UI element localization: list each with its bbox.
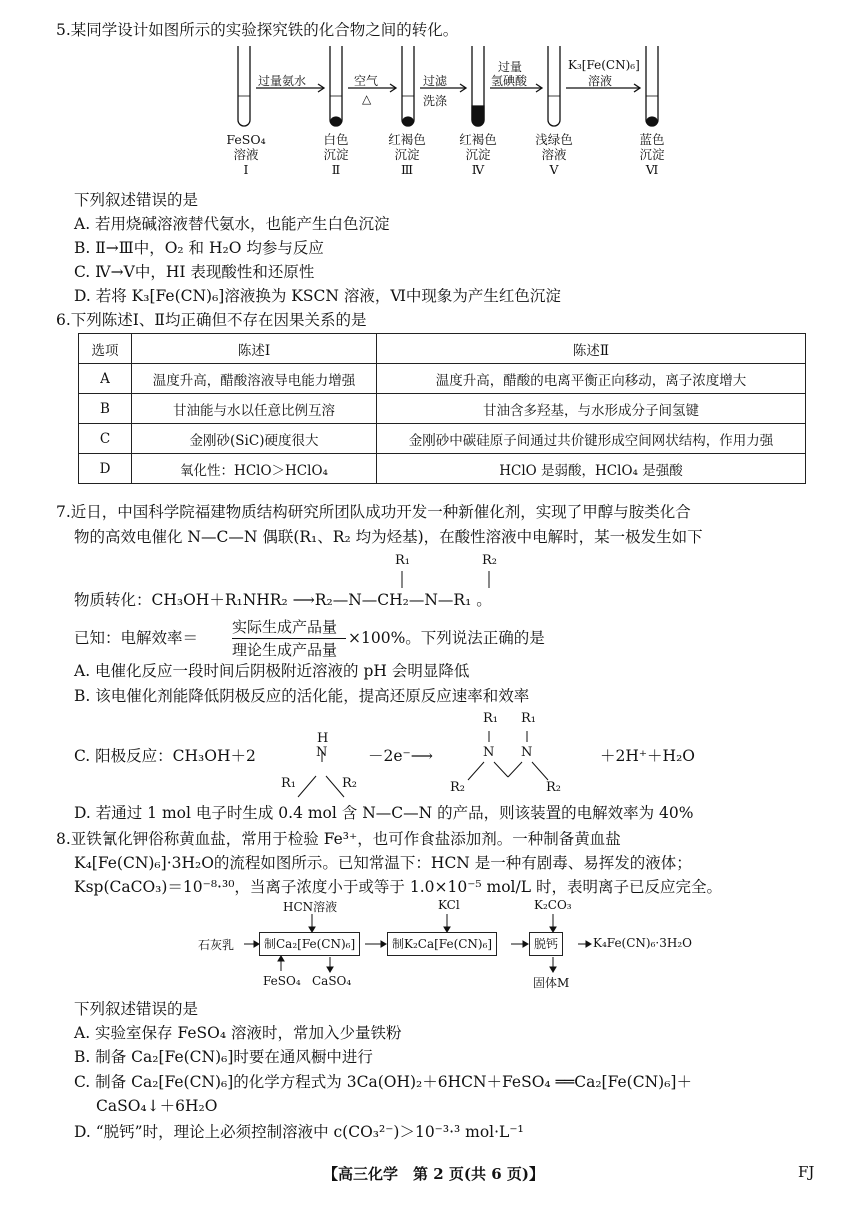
q5-option-d: D. 若将 K₃[Fe(CN)₆]溶液换为 KSCN 溶液，Ⅵ中现象为产生红色沉淀 bbox=[74, 287, 561, 305]
c-amine-n: N bbox=[316, 745, 328, 760]
c-product-n-right: N bbox=[521, 745, 533, 760]
product-r1-substituent: R₁ bbox=[395, 553, 410, 568]
arrow2-label-top: 空气 bbox=[354, 74, 379, 88]
q7-line-1: 7.近日，中国科学院福建物质结构研究所团队成功开发一种新催化剂，实现了甲醇与胺类化合 bbox=[56, 503, 691, 521]
q8-option-b: B. 制备 Ca₂[Fe(CN)₆]时要在通风橱中进行 bbox=[74, 1048, 373, 1066]
arrow3-label-top: 过滤 bbox=[423, 74, 448, 88]
table-row: B 甘油能与水以任意比例互溶 甘油含多羟基，与水形成分子间氢键 bbox=[79, 394, 806, 424]
tube6-label: 蓝色 沉淀 Ⅵ bbox=[639, 132, 665, 177]
q8-line-2: K₄[Fe(CN)₆]·3H₂O的流程如图所示。已知常温下：HCN 是一种有剧毒、易挥发的液体； bbox=[74, 854, 692, 872]
tube3-label: 红褐色 沉淀 Ⅲ bbox=[388, 132, 426, 177]
flow-input-k2co3: K₂CO₃ bbox=[534, 898, 572, 912]
tube4-label: 红褐色 沉淀 Ⅳ bbox=[459, 132, 497, 177]
q5-ask: 下列叙述错误的是 bbox=[74, 191, 199, 209]
arrow4-label-bottom: 氢碘酸 bbox=[491, 74, 528, 88]
q7-known-prefix: 已知：电解效率＝ bbox=[74, 629, 199, 647]
tube5-label: 浅绿色 溶液 Ⅴ bbox=[535, 132, 573, 177]
flow-end-product: K₄Fe(CN)₆·3H₂O bbox=[593, 936, 692, 950]
arrow1-label: 过量氨水 bbox=[258, 74, 307, 88]
header-statement-2: 陈述Ⅱ bbox=[377, 334, 806, 364]
header-option: 选项 bbox=[79, 334, 132, 364]
q8-ask: 下列叙述错误的是 bbox=[74, 1000, 199, 1018]
c-product-r1-right: R₁ bbox=[521, 711, 536, 726]
flow-input-kcl: KCl bbox=[438, 898, 460, 912]
c-product-r2-right: R₂ bbox=[546, 780, 561, 795]
efficiency-denominator: 理论生成产品量 bbox=[232, 641, 338, 659]
table-row: D 氧化性：HClO＞HClO₄ HClO 是弱酸，HClO₄ 是强酸 bbox=[79, 454, 806, 484]
q7-line-3: 物质转化：CH₃OH＋R₁NHR₂ ⟶R₂—N—CH₂—N—R₁ 。 bbox=[74, 591, 492, 609]
q7-line-2: 物的高效电催化 N—C—N 偶联(R₁、R₂ 均为烃基)，在酸性溶液中电解时，某一极发生如下 bbox=[74, 528, 703, 546]
q5-stem: 5.某同学设计如图所示的实验探究铁的化合物之间的转化。 bbox=[56, 21, 459, 39]
table-row: A 温度升高，醋酸溶液导电能力增强 温度升高，醋酸的电离平衡正向移动，离子浓度增大 bbox=[79, 364, 806, 394]
q8-option-a: A. 实验室保存 FeSO₄ 溶液时，常加入少量铁粉 bbox=[74, 1024, 402, 1042]
tube1-label: FeSO₄ 溶液 Ⅰ bbox=[226, 132, 266, 177]
efficiency-numerator: 实际生成产品量 bbox=[232, 618, 338, 636]
q5-option-b: B. Ⅱ→Ⅲ中，O₂ 和 H₂O 均参与反应 bbox=[74, 239, 324, 257]
c-amine-r1: R₁ bbox=[281, 776, 296, 791]
q8-line-1: 8.亚铁氰化钾俗称黄血盐，常用于检验 Fe³⁺，也可作食盐添加剂。一种制备黄血盐 bbox=[56, 830, 621, 848]
tube2-label: 白色 沉淀 Ⅱ bbox=[323, 132, 349, 177]
c-product-n-left: N bbox=[483, 745, 495, 760]
arrow3-label-bottom: 洗涤 bbox=[423, 94, 448, 108]
flow-box-1: 制Ca₂[Fe(CN)₆] bbox=[259, 932, 360, 956]
arrow5-label-top: K₃[Fe(CN)₆] bbox=[568, 58, 640, 72]
q5-option-a: A. 若用烧碱溶液替代氨水，也能产生白色沉淀 bbox=[74, 215, 390, 233]
arrow2-label-bottom: △ bbox=[362, 92, 372, 106]
q7-option-d: D. 若通过 1 mol 电子时生成 0.4 mol 含 N—C—N 的产品，则该装置的电解效率为 40% bbox=[74, 804, 694, 822]
c-product-r2-left: R₂ bbox=[450, 780, 465, 795]
arrow5-label-bottom: 溶液 bbox=[588, 74, 613, 88]
c-amine-h: H bbox=[317, 731, 329, 746]
footer-code: FJ bbox=[798, 1163, 815, 1181]
q7-option-b: B. 该电催化剂能降低阴极反应的活化能，提高还原反应速率和效率 bbox=[74, 687, 530, 705]
q5-option-c: C. Ⅳ→Ⅴ中，HI 表现酸性和还原性 bbox=[74, 263, 315, 281]
c-amine-r2: R₂ bbox=[342, 776, 357, 791]
q8-line-3: Ksp(CaCO₃)＝10⁻⁸·³⁰，当离子浓度小于或等于 1.0×10⁻⁵ mol/L 时，表明离子已反应完全。 bbox=[74, 878, 722, 896]
flow-feso4: FeSO₄ bbox=[263, 974, 301, 988]
q7-option-a: A. 电催化反应一段时间后阴极附近溶液的 pH 会明显降低 bbox=[74, 662, 470, 680]
product-r2-substituent: R₂ bbox=[482, 553, 497, 568]
q8-option-c-line-2: CaSO₄↓＋6H₂O bbox=[96, 1097, 218, 1115]
q7-option-c-middle: －2e⁻⟶ bbox=[368, 747, 433, 765]
arrow4-label-top: 过量 bbox=[498, 60, 523, 74]
header-statement-1: 陈述Ⅰ bbox=[132, 334, 377, 364]
flow-solid-m: 固体M bbox=[533, 976, 570, 990]
flow-caso4: CaSO₄ bbox=[312, 974, 352, 988]
c-product-r1-left: R₁ bbox=[483, 711, 498, 726]
flow-box-3: 脱钙 bbox=[529, 932, 563, 956]
q8-option-d: D. “脱钙”时，理论上必须控制溶液中 c(CO₃²⁻)＞10⁻³·³ mol·L⁻¹ bbox=[74, 1123, 524, 1141]
table-row: C 金刚砂(SiC)硬度很大 金刚砂中碳硅原子间通过共价键形成空间网状结构，作用力强 bbox=[79, 424, 806, 454]
page-footer: 【高三化学 第 2 页(共 6 页)】 bbox=[323, 1165, 544, 1183]
q7-option-c-prefix: C. 阳极反应：CH₃OH＋2 bbox=[74, 747, 256, 765]
flow-input-hcn: HCN溶液 bbox=[283, 900, 338, 914]
flow-start: 石灰乳 bbox=[198, 938, 235, 952]
q8-option-c-line-1: C. 制备 Ca₂[Fe(CN)₆]的化学方程式为 3Ca(OH)₂＋6HCN＋FeSO₄ ══Ca₂[Fe(CN)₆]＋ bbox=[74, 1073, 692, 1091]
q7-known-suffix: ×100%。下列说法正确的是 bbox=[348, 629, 545, 647]
flow-box-2: 制K₂Ca[Fe(CN)₆] bbox=[387, 932, 497, 956]
q6-stem: 6.下列陈述Ⅰ、Ⅱ均正确但不存在因果关系的是 bbox=[56, 311, 367, 329]
q7-option-c-suffix: ＋2H⁺＋H₂O bbox=[600, 747, 695, 765]
